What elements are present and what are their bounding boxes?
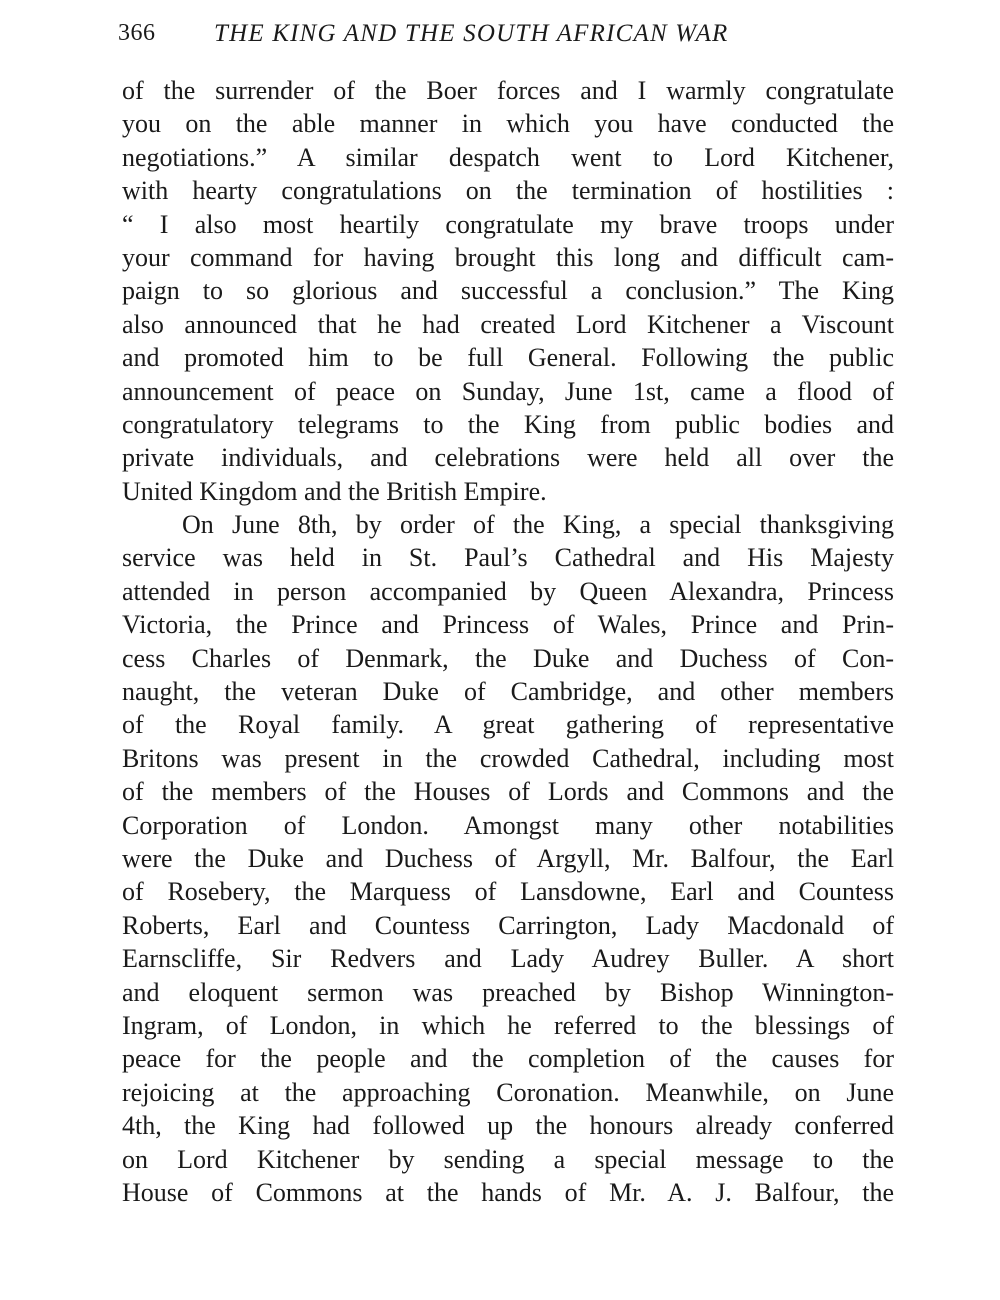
paragraph-1 [122, 74, 894, 508]
text-line: you on the able manner in which you have conducted the [122, 109, 894, 139]
text-line: United Kingdom and the British Empire. [122, 476, 547, 506]
text-line: and promoted him to be full General. Following the public [122, 343, 894, 373]
text-line: cess Charles of Denmark, the Duke and Duchess of Con- [122, 643, 894, 673]
text-line: of Rosebery, the Marquess of Lansdowne, Earl and Countess [122, 877, 894, 907]
text-line: rejoicing at the approaching Coronation. Meanwhile, on June [122, 1077, 894, 1107]
text-line: Corporation of London. Amongst many other notabilities [122, 810, 894, 840]
text-line: Victoria, the Prince and Princess of Wales, Prince and Prin- [122, 610, 894, 640]
text-line: attended in person accompanied by Queen Alexandra, Princess [122, 576, 894, 606]
text-line: private individuals, and celebrations were held all over the [122, 443, 894, 473]
text-line: on Lord Kitchener by sending a special message to the [122, 1144, 894, 1174]
body-text [122, 74, 894, 1209]
text-line: On June 8th, by order of the King, a special thanksgiving [182, 510, 894, 540]
text-line: Britons was present in the crowded Cathedral, including most [122, 743, 894, 773]
page-header [118, 20, 898, 54]
text-line: and eloquent sermon was preached by Bishop Winnington- [122, 977, 894, 1007]
text-line: announcement of peace on Sunday, June 1st, came a flood of [122, 376, 894, 406]
text-line: were the Duke and Duchess of Argyll, Mr. Balfour, the Earl [122, 843, 894, 873]
paragraph-2 [122, 508, 894, 1209]
text-line: 4th, the King had followed up the honours already conferred [122, 1111, 894, 1141]
text-line: also announced that he had created Lord Kitchener a Viscount [122, 309, 894, 339]
text-line: naught, the veteran Duke of Cambridge, and other members [122, 677, 894, 707]
text-line: your command for having brought this long and difficult cam- [122, 242, 894, 272]
text-line: paign to so glorious and successful a conclusion.” The King [122, 276, 894, 306]
text-line: congratulatory telegrams to the King from public bodies and [122, 409, 894, 439]
text-line: peace for the people and the completion of the causes for [122, 1044, 894, 1074]
text-line: “ I also most heartily congratulate my brave troops under [122, 209, 894, 239]
text-line: service was held in St. Paul’s Cathedral and His Majesty [122, 543, 894, 573]
text-line: House of Commons at the hands of Mr. A. J. Balfour, the [122, 1177, 894, 1207]
text-line: of the members of the Houses of Lords and Commons and the [122, 777, 894, 807]
text-line: of the Royal family. A great gathering of representative [122, 710, 894, 740]
text-line: Ingram, of London, in which he referred to the blessings of [122, 1010, 894, 1040]
text-line: negotiations.” A similar despatch went to Lord Kitchener, [122, 142, 894, 172]
text-line: of the surrender of the Boer forces and I warmly congratulate [122, 76, 894, 105]
text-line: Roberts, Earl and Countess Carrington, Lady Macdonald of [122, 910, 894, 940]
page-number: 366 [118, 20, 156, 46]
text-line: Earnscliffe, Sir Redvers and Lady Audrey Buller. A short [122, 944, 894, 974]
text-line: with hearty congratulations on the termination of hostilities : [122, 176, 894, 206]
running-head: THE KING AND THE SOUTH AFRICAN WAR [214, 20, 729, 47]
